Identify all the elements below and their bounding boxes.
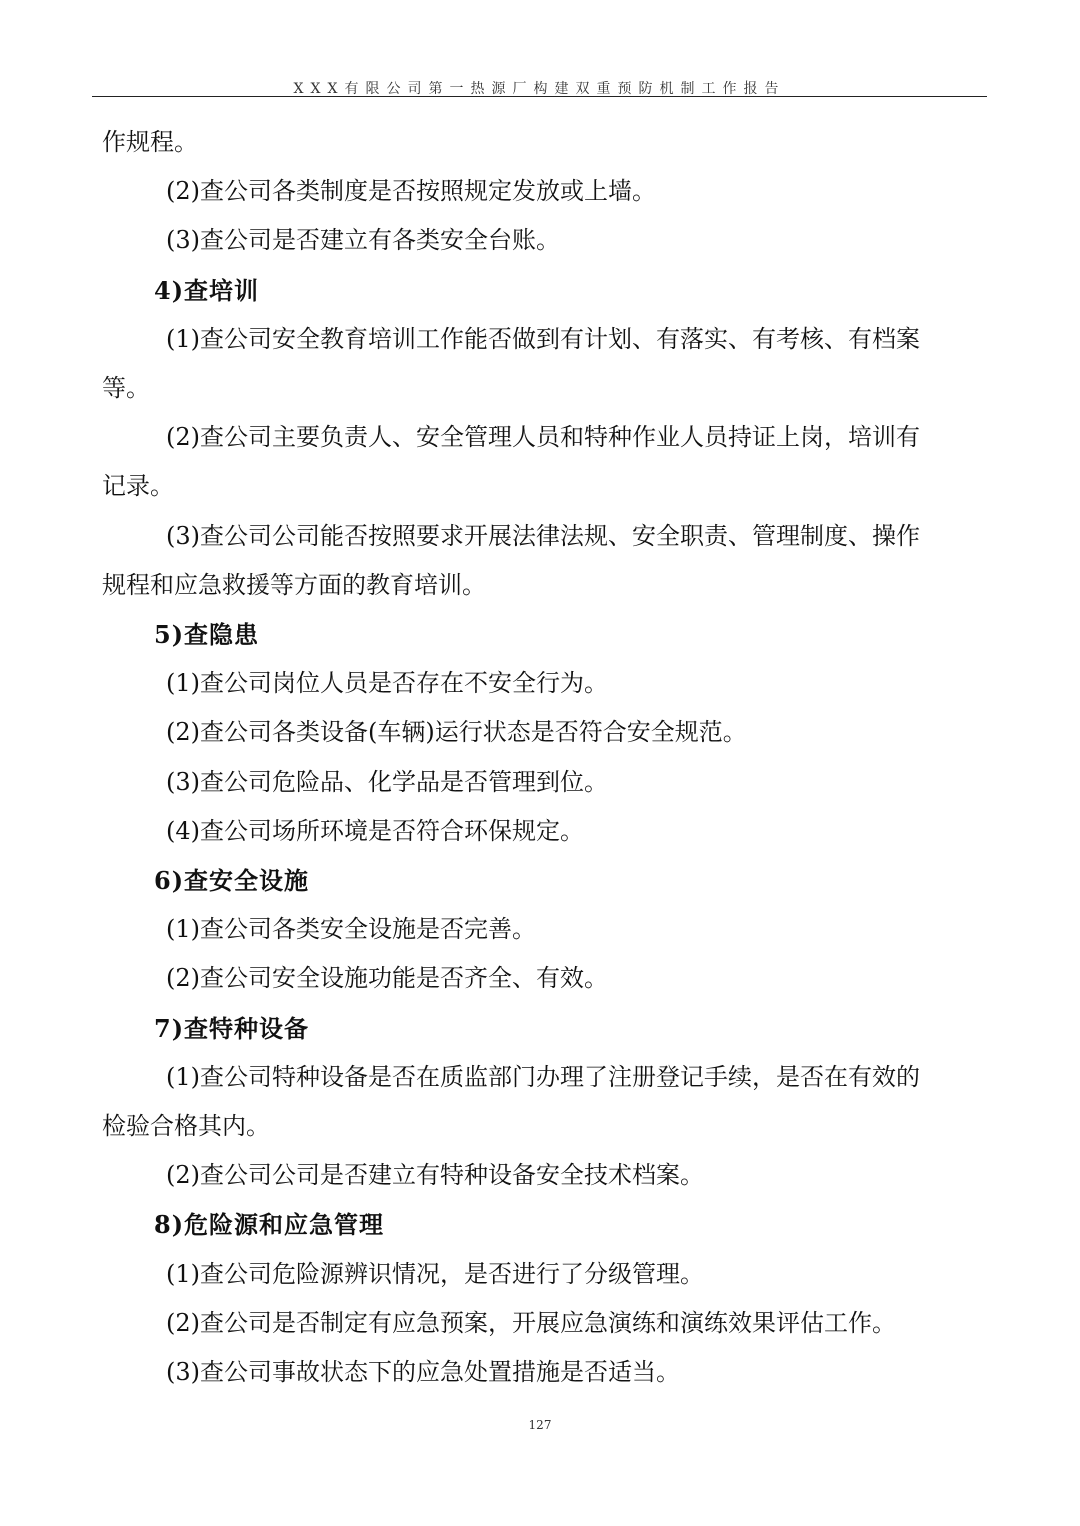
- section-heading: 7)查特种设备: [154, 1013, 310, 1043]
- page-header: [92, 76, 987, 97]
- paragraph-line: (1)查公司特种设备是否在质监部门办理了注册登记手续，是否在有效的: [166, 1062, 920, 1091]
- paragraph-line: 规程和应急救援等方面的教育培训。: [102, 570, 486, 599]
- section-heading: 6)查安全设施: [154, 866, 310, 896]
- paragraph-line: (4)查公司场所环境是否符合环保规定。: [166, 816, 584, 845]
- paragraph-line: (2)查公司各类设备(车辆)运行状态是否符合安全规范。: [166, 718, 747, 747]
- paragraph-line: (1)查公司危险源辨识情况，是否进行了分级管理。: [166, 1259, 704, 1288]
- paragraph-line: (1)查公司安全教育培训工作能否做到有计划、有落实、有考核、有档案: [166, 324, 920, 353]
- paragraph-line: (1)查公司各类安全设施是否完善。: [166, 915, 536, 944]
- paragraph-line: (2)查公司各类制度是否按照规定发放或上墙。: [166, 177, 656, 206]
- paragraph-line: (2)查公司公司是否建立有特种设备安全技术档案。: [166, 1161, 704, 1190]
- paragraph-line: (2)查公司主要负责人、安全管理人员和特种作业人员持证上岗，培训有: [166, 423, 920, 452]
- paragraph-line: (2)查公司安全设施功能是否齐全、有效。: [166, 964, 608, 993]
- paragraph-line: (3)查公司是否建立有各类安全台账。: [166, 226, 560, 255]
- paragraph-line: 作规程。: [102, 128, 198, 156]
- section-heading: 8)危险源和应急管理: [154, 1210, 385, 1240]
- header-title: XXX有限公司第一热源厂构建双重预防机制工作报告: [293, 81, 786, 97]
- paragraph-line: (1)查公司岗位人员是否存在不安全行为。: [166, 669, 608, 698]
- paragraph-line: (3)查公司危险品、化学品是否管理到位。: [166, 767, 608, 796]
- paragraph-line: (3)查公司公司能否按照要求开展法律法规、安全职责、管理制度、操作: [166, 521, 920, 550]
- paragraph-line: (3)查公司事故状态下的应急处置措施是否适当。: [166, 1358, 680, 1387]
- paragraph-line: 检验合格其内。: [102, 1112, 270, 1141]
- section-heading: 5)查隐患: [154, 620, 260, 650]
- section-heading: 4)查培训: [154, 275, 260, 305]
- paragraph-line: (2)查公司是否制定有应急预案，开展应急演练和演练效果评估工作。: [166, 1308, 896, 1337]
- page-number: 127: [528, 1418, 552, 1432]
- paragraph-line: 等。: [102, 374, 150, 403]
- document-body: [102, 118, 974, 1397]
- paragraph-line: 记录。: [102, 472, 174, 501]
